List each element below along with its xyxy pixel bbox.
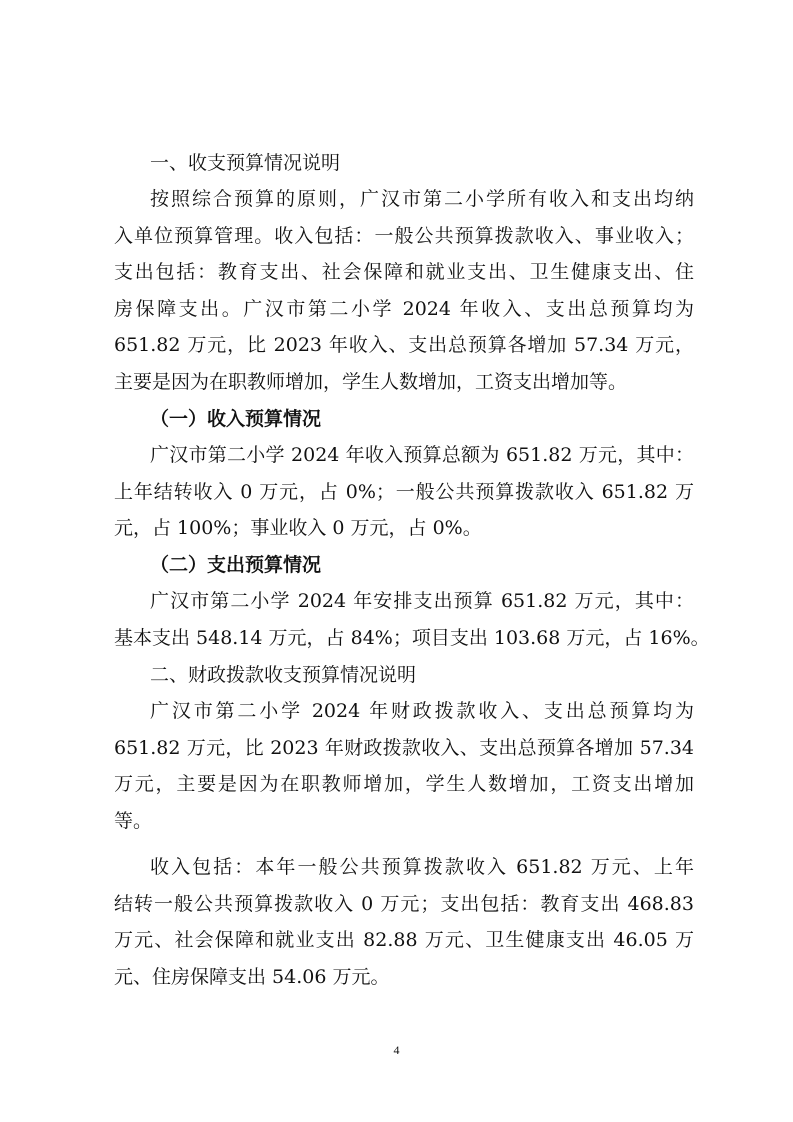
section1-paragraph-line: 主要是因为在职教师增加，学生人数增加，工资支出增加等。	[114, 371, 628, 393]
section2-paragraph-line: 万元，主要是因为在职教师增加，学生人数增加，工资支出增加	[114, 773, 694, 795]
section2-paragraph-line: 等。	[114, 810, 153, 832]
section2-paragraph2-line: 万元、社会保障和就业支出 82.88 万元、卫生健康支出 46.05 万	[114, 929, 694, 951]
section1-paragraph-line: 入单位预算管理。收入包括：一般公共预算拨款收入、事业收入；	[114, 225, 694, 247]
section1-paragraph-line: 按照综合预算的原则，广汉市第二小学所有收入和支出均纳	[150, 188, 694, 210]
section2-paragraph2-line: 结转一般公共预算拨款收入 0 万元；支出包括：教育支出 468.83	[114, 893, 694, 915]
income-budget-line: 元，占 100%；事业收入 0 万元，占 0%。	[114, 517, 482, 539]
section1-paragraph-line: 房保障支出。广汉市第二小学 2024 年收入、支出总预算均为	[114, 298, 694, 320]
expense-budget-line: 基本支出 548.14 万元，占 84%；项目支出 103.68 万元，占 16%。	[114, 627, 710, 649]
section1-paragraph-line: 651.82 万元，比 2023 年收入、支出总预算各增加 57.34 万元，	[114, 334, 694, 356]
expense-budget-heading: （二）支出预算情况	[150, 554, 322, 576]
page-number: 4	[393, 1043, 400, 1057]
section2-paragraph-line: 651.82 万元，比 2023 年财政拨款收入、支出总预算各增加 57.34	[114, 737, 694, 759]
section2-heading: 二、财政拨款收支预算情况说明	[150, 664, 417, 686]
income-budget-line: 上年结转收入 0 万元，占 0%；一般公共预算拨款收入 651.82 万	[114, 481, 694, 503]
section2-paragraph2-line: 元、住房保障支出 54.06 万元。	[114, 966, 390, 988]
income-budget-line: 广汉市第二小学 2024 年收入预算总额为 651.82 万元，其中：	[150, 444, 694, 466]
section1-heading: 一、收支预算情况说明	[150, 152, 341, 174]
section1-paragraph-line: 支出包括：教育支出、社会保障和就业支出、卫生健康支出、住	[114, 261, 694, 283]
expense-budget-line: 广汉市第二小学 2024 年安排支出预算 651.82 万元，其中：	[150, 590, 694, 612]
section2-paragraph2-line: 收入包括：本年一般公共预算拨款收入 651.82 万元、上年	[150, 856, 694, 878]
section2-paragraph-line: 广汉市第二小学 2024 年财政拨款收入、支出总预算均为	[150, 700, 694, 722]
income-budget-heading: （一）收入预算情况	[150, 408, 322, 430]
